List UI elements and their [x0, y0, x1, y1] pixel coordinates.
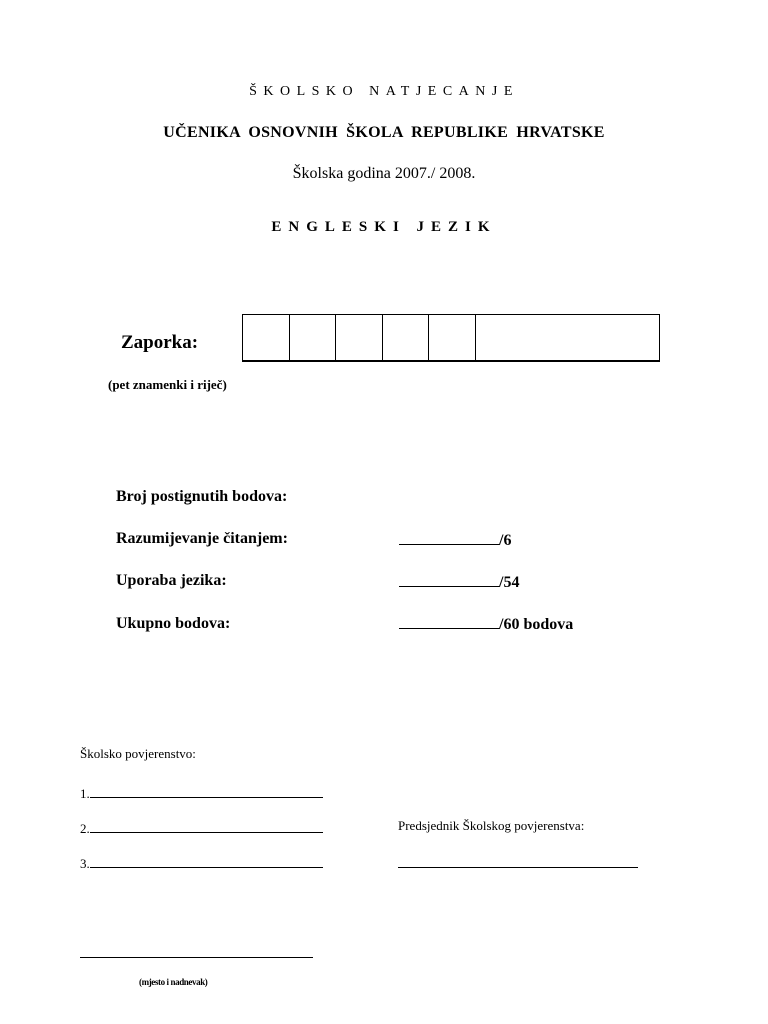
participants-title: UČENIKA OSNOVNIH ŠKOLA REPUBLIKE HRVATSKE	[163, 124, 605, 141]
score-row-value-total	[399, 614, 573, 634]
code-box[interactable]	[242, 314, 660, 362]
subject-title: ENGLESKI JEZIK	[271, 219, 497, 235]
code-digit-box-2[interactable]	[290, 315, 337, 360]
committee-heading: Školsko povjerenstvo:	[80, 746, 196, 761]
score-blank-reading[interactable]	[399, 530, 499, 545]
score-blank-language[interactable]	[399, 572, 499, 587]
code-digit-box-4[interactable]	[383, 315, 430, 360]
score-row-value-reading	[399, 530, 511, 550]
code-word-box[interactable]	[476, 315, 660, 360]
score-row-label-language: Uporaba jezika:	[116, 572, 227, 589]
score-max-reading: /6	[499, 532, 512, 549]
president-label: Predsjednik Školskog povjerenstva:	[398, 818, 585, 833]
member-signature-line-2[interactable]	[90, 818, 323, 833]
place-date-label: (mjesto i nadnevak)	[139, 977, 208, 987]
code-label: Zaporka:	[121, 332, 199, 353]
member-number-2: 2.	[80, 821, 90, 836]
place-date-line[interactable]	[80, 943, 313, 958]
score-row-value-language	[399, 572, 519, 592]
member-number-1: 1.	[80, 786, 90, 801]
committee-member-1	[80, 783, 323, 802]
committee-member-3	[80, 853, 323, 872]
school-year: Školska godina 2007./ 2008.	[292, 165, 476, 182]
code-digit-box-3[interactable]	[336, 315, 383, 360]
score-blank-total[interactable]	[399, 614, 499, 629]
competition-title: ŠKOLSKO NATJECANJE	[249, 84, 519, 99]
president-signature-line[interactable]	[398, 853, 638, 868]
score-row-label-reading: Razumijevanje čitanjem:	[116, 530, 288, 547]
score-row-label-total: Ukupno bodova:	[116, 615, 231, 632]
score-max-total: /60 bodova	[499, 616, 574, 633]
member-signature-line-3[interactable]	[90, 853, 323, 868]
scores-heading: Broj postignutih bodova:	[116, 488, 288, 505]
committee-member-2	[80, 818, 323, 837]
member-signature-line-1[interactable]	[90, 783, 323, 798]
score-max-language: /54	[499, 574, 520, 591]
code-digit-box-5[interactable]	[429, 315, 476, 360]
code-digit-box-1[interactable]	[243, 315, 290, 360]
member-number-3: 3.	[80, 856, 90, 871]
code-hint: (pet znamenki i riječ)	[108, 377, 227, 392]
